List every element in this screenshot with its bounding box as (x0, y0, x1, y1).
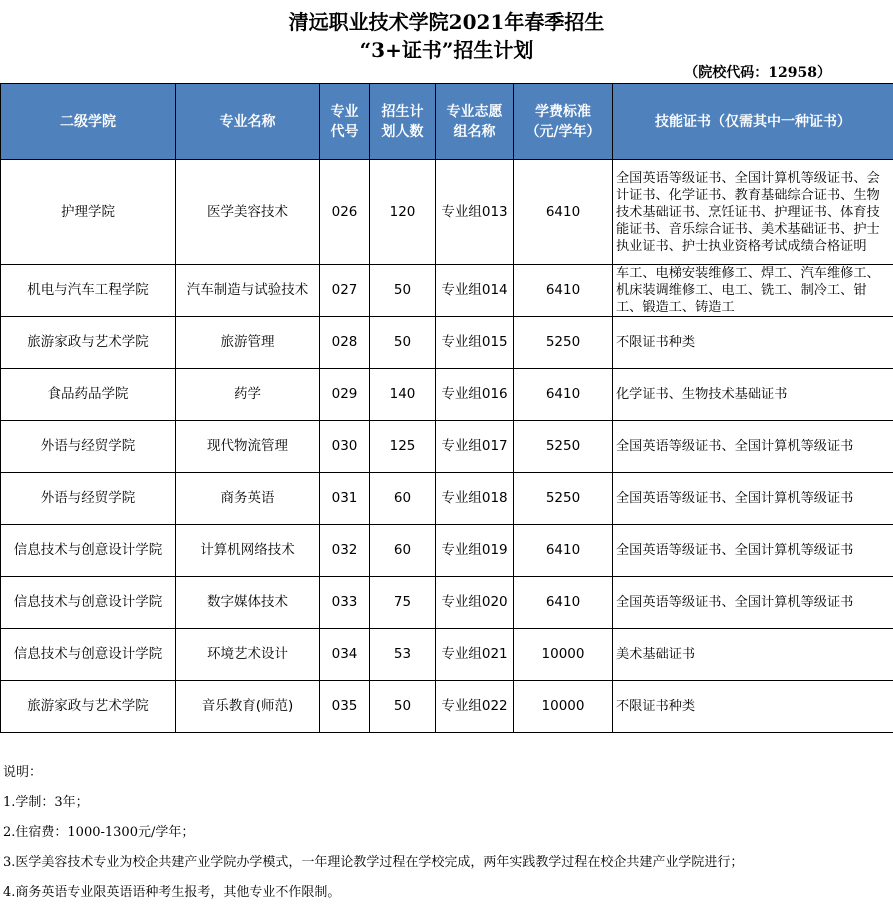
cell-plan: 60 (370, 525, 436, 577)
cell-code: 031 (320, 473, 370, 525)
cell-code: 035 (320, 681, 370, 733)
page-subtitle: “3+证书”招生计划 (0, 34, 893, 63)
cell-plan: 50 (370, 265, 436, 317)
cell-college: 外语与经贸学院 (1, 473, 176, 525)
cell-group: 专业组014 (436, 265, 514, 317)
column-header-line: 划人数 (373, 122, 432, 142)
cell-major: 数字媒体技术 (176, 577, 320, 629)
cell-major: 现代物流管理 (176, 421, 320, 473)
cell-major: 医学美容技术 (176, 160, 320, 265)
cell-group: 专业组022 (436, 681, 514, 733)
cell-plan: 50 (370, 681, 436, 733)
cell-group: 专业组016 (436, 369, 514, 421)
table-row (1, 629, 893, 681)
cell-fee: 6410 (514, 369, 613, 421)
cell-college: 旅游家政与艺术学院 (1, 681, 176, 733)
column-header-line: 专业名称 (179, 112, 316, 132)
column-header-line: 代号 (323, 122, 366, 142)
cell-group: 专业组015 (436, 317, 514, 369)
cell-plan: 60 (370, 473, 436, 525)
note-item: 2.住宿费：1000-1300元/学年； (3, 818, 743, 848)
cell-college: 护理学院 (1, 160, 176, 265)
cell-group: 专业组018 (436, 473, 514, 525)
cell-cert: 美术基础证书 (613, 629, 893, 681)
cell-major: 药学 (176, 369, 320, 421)
table-row (1, 681, 893, 733)
cell-college: 外语与经贸学院 (1, 421, 176, 473)
cell-cert: 全国英语等级证书、全国计算机等级证书 (613, 473, 893, 525)
cell-code: 032 (320, 525, 370, 577)
column-header-line: 专业志愿 (439, 102, 510, 122)
cell-college: 信息技术与创意设计学院 (1, 577, 176, 629)
school-code: （院校代码：12958） (684, 62, 831, 82)
table-row (1, 160, 893, 265)
cell-fee: 10000 (514, 681, 613, 733)
column-header-line: 学费标准 (517, 102, 609, 122)
cell-plan: 125 (370, 421, 436, 473)
column-header-major (176, 84, 320, 160)
cell-code: 034 (320, 629, 370, 681)
column-header-line: （元/学年） (517, 122, 609, 142)
cell-major: 计算机网络技术 (176, 525, 320, 577)
cell-cert: 车工、电梯安装维修工、焊工、汽车维修工、机床装调维修工、电工、铣工、制冷工、钳工、锻造工、铸造工 (613, 265, 893, 317)
cell-fee: 6410 (514, 265, 613, 317)
cell-code: 028 (320, 317, 370, 369)
cell-group: 专业组020 (436, 577, 514, 629)
column-header-line: 技能证书（仅需其中一种证书） (616, 112, 890, 132)
table-row (1, 265, 893, 317)
cell-major: 环境艺术设计 (176, 629, 320, 681)
cell-fee: 5250 (514, 473, 613, 525)
cell-cert: 全国英语等级证书、全国计算机等级证书 (613, 421, 893, 473)
column-header-line: 招生计 (373, 102, 432, 122)
table-row (1, 317, 893, 369)
cell-code: 029 (320, 369, 370, 421)
cell-college: 食品药品学院 (1, 369, 176, 421)
table-row (1, 577, 893, 629)
cell-fee: 6410 (514, 577, 613, 629)
cell-major: 商务英语 (176, 473, 320, 525)
note-item: 4.商务英语专业限英语语种考生报考，其他专业不作限制。 (3, 878, 743, 908)
cell-major: 旅游管理 (176, 317, 320, 369)
cell-fee: 5250 (514, 421, 613, 473)
cell-fee: 6410 (514, 525, 613, 577)
cell-cert: 全国英语等级证书、全国计算机等级证书 (613, 525, 893, 577)
cell-plan: 75 (370, 577, 436, 629)
column-header-fee (514, 84, 613, 160)
table-row (1, 421, 893, 473)
cell-group: 专业组017 (436, 421, 514, 473)
cell-plan: 53 (370, 629, 436, 681)
cell-college: 信息技术与创意设计学院 (1, 629, 176, 681)
page-title: 清远职业技术学院2021年春季招生 (0, 6, 893, 35)
note-item: 3.医学美容技术专业为校企共建产业学院办学模式，一年理论教学过程在学校完成，两年实践教学过程在校企共建产业学院进行； (3, 848, 743, 878)
column-header-group (436, 84, 514, 160)
cell-major: 汽车制造与试验技术 (176, 265, 320, 317)
cell-college: 信息技术与创意设计学院 (1, 525, 176, 577)
cell-cert: 不限证书种类 (613, 681, 893, 733)
cell-code: 030 (320, 421, 370, 473)
column-header-line: 二级学院 (4, 112, 172, 132)
column-header-code (320, 84, 370, 160)
column-header-cert (613, 84, 893, 160)
cell-cert: 不限证书种类 (613, 317, 893, 369)
notes-heading: 说明： (3, 758, 743, 788)
table-row (1, 473, 893, 525)
table-header-row (1, 84, 893, 160)
cell-group: 专业组021 (436, 629, 514, 681)
cell-fee: 10000 (514, 629, 613, 681)
cell-cert: 全国英语等级证书、全国计算机等级证书、会计证书、化学证书、教育基础综合证书、生物技术基础证书、烹饪证书、护理证书、体育技能证书、音乐综合证书、美术基础证书、护士执业证书、护士执业资格考试成绩合格证明 (613, 160, 893, 265)
enrollment-plan-table (0, 83, 893, 733)
cell-code: 033 (320, 577, 370, 629)
note-item: 1.学制：3年； (3, 788, 743, 818)
cell-code: 027 (320, 265, 370, 317)
table-row (1, 525, 893, 577)
column-header-college (1, 84, 176, 160)
cell-cert: 化学证书、生物技术基础证书 (613, 369, 893, 421)
cell-group: 专业组019 (436, 525, 514, 577)
column-header-line: 专业 (323, 102, 366, 122)
cell-plan: 120 (370, 160, 436, 265)
cell-fee: 6410 (514, 160, 613, 265)
cell-fee: 5250 (514, 317, 613, 369)
column-header-line: 组名称 (439, 122, 510, 142)
cell-plan: 50 (370, 317, 436, 369)
notes-section (3, 758, 743, 908)
cell-college: 机电与汽车工程学院 (1, 265, 176, 317)
cell-major: 音乐教育(师范) (176, 681, 320, 733)
column-header-plan (370, 84, 436, 160)
cell-code: 026 (320, 160, 370, 265)
table-row (1, 369, 893, 421)
cell-plan: 140 (370, 369, 436, 421)
cell-college: 旅游家政与艺术学院 (1, 317, 176, 369)
cell-cert: 全国英语等级证书、全国计算机等级证书 (613, 577, 893, 629)
cell-group: 专业组013 (436, 160, 514, 265)
